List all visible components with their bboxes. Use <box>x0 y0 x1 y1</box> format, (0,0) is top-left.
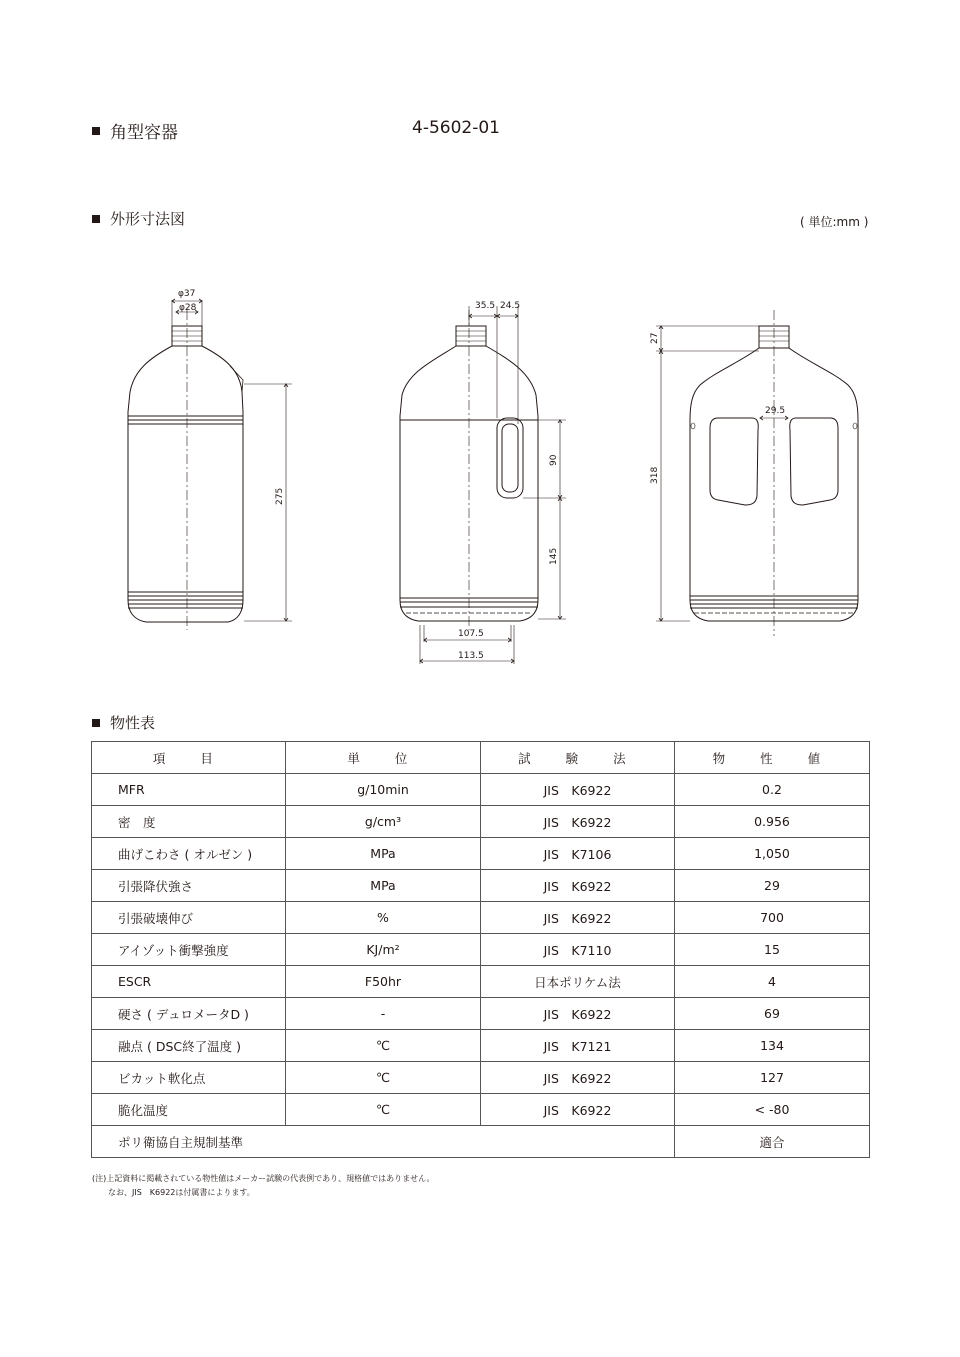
header-unit: 単 位 <box>286 742 481 774</box>
table-header-row <box>92 742 870 774</box>
front-dim-phi28: φ28 <box>179 303 197 313</box>
front-dim-275: 275 <box>275 487 285 505</box>
side-dim-24-5: 24.5 <box>500 301 521 311</box>
front-view-dimensions <box>172 300 292 621</box>
note-line: なお、JIS K6922は付属書によります。 <box>108 1188 255 1197</box>
table-row: ビカット軟化点 ℃ JIS K6922 127 <box>92 1062 870 1094</box>
table-row: 硬さ ( デュロメータD ) - JIS K6922 69 <box>92 998 870 1030</box>
back-dim-318: 318 <box>650 466 660 484</box>
side-dim-107-5: 107.5 <box>458 629 484 639</box>
note-line: (注)上記資料に掲載されている物性値はメーカー試験の代表例であり、規格値ではありません。 <box>92 1174 435 1183</box>
front-dim-phi37: φ37 <box>178 289 196 299</box>
side-view-bottle <box>400 310 538 630</box>
table-row: 曲げこわさ ( オルゼン ) MPa JIS K7106 1,050 <box>92 838 870 870</box>
unit-label: ( 単位:mm ) <box>800 215 869 229</box>
table-row: 融点 ( DSC終了温度 ) ℃ JIS K7121 134 <box>92 1030 870 1062</box>
table-row: 引張破壊伸び % JIS K6922 700 <box>92 902 870 934</box>
back-view-bottle <box>690 310 858 636</box>
front-view-bottle <box>128 310 243 630</box>
table-row: 脆化温度 ℃ JIS K6922 < -80 <box>92 1094 870 1126</box>
table-row: 引張降伏強さ MPa JIS K6922 29 <box>92 870 870 902</box>
properties-heading <box>92 712 155 733</box>
header-value: 物 性 値 <box>675 742 870 774</box>
footer-value: 適合 <box>675 1126 870 1158</box>
properties-heading-text: 物性表 <box>110 714 156 732</box>
notes <box>92 1172 435 1200</box>
bullet-icon <box>92 719 100 727</box>
table-footer-row <box>92 1126 870 1158</box>
dimension-heading-text: 外形寸法図 <box>110 210 186 228</box>
back-dim-27: 27 <box>650 332 660 344</box>
properties-table <box>91 741 870 1158</box>
side-view-dimensions <box>420 306 566 664</box>
table-row: 密 度 g/cm³ JIS K6922 0.956 <box>92 806 870 838</box>
side-dim-113-5: 113.5 <box>458 651 484 661</box>
table-row: ESCR F50hr 日本ポリケム法 4 <box>92 966 870 998</box>
product-code: 4-5602-01 <box>412 118 500 138</box>
header-method: 試 験 法 <box>481 742 675 774</box>
table-row: アイゾット衝撃強度 KJ/m² JIS K7110 15 <box>92 934 870 966</box>
side-dim-90: 90 <box>549 454 559 466</box>
side-dim-145: 145 <box>549 547 559 565</box>
side-dim-35-5: 35.5 <box>475 301 496 311</box>
table-row: MFR g/10min JIS K6922 0.2 <box>92 774 870 806</box>
title-text: 角型容器 <box>110 123 178 143</box>
footer-item: ポリ衛協自主規制基準 <box>92 1126 675 1158</box>
back-dim-29-5: 29.5 <box>765 406 786 416</box>
header-item: 項 目 <box>92 742 286 774</box>
